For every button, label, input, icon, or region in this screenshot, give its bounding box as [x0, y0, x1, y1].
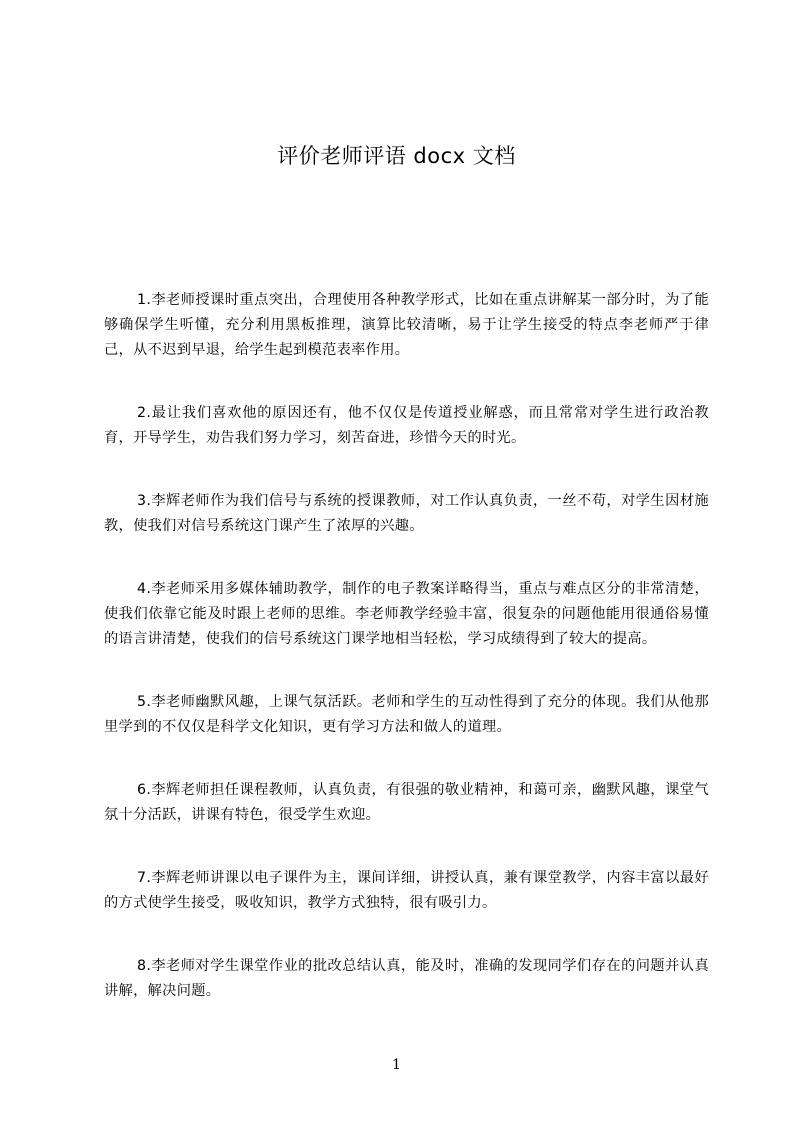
document-title: 评价老师评语 docx 文档: [277, 144, 516, 168]
paragraph-4: 4.李老师采用多媒体辅助教学，制作的电子教案详略得当，重点与难点区分的非常清楚，使我们依靠它能及时跟上老师的思维。李老师教学经验丰富，很复杂的问题他能用很通俗易懂的语言讲清楚，使我们的信号系统这门课学地相当轻松，学习成绩得到了较大的提高。: [104, 581, 709, 647]
paragraph-2: 2.最让我们喜欢他的原因还有，他不仅仅是传道授业解惑，而且常常对学生进行政治教育，开导学生，劝告我们努力学习，刻苦奋进，珍惜今天的时光。: [104, 405, 709, 446]
paragraph-1: 1.李老师授课时重点突出，合理使用各种教学形式，比如在重点讲解某一部分时，为了能够确保学生听懂，充分利用黑板推理，演算比较清晰，易于让学生接受的特点李老师严于律己，从不迟到早退，给学生起到模范表率作用。: [104, 292, 709, 358]
paragraph-5: 5.李老师幽默风趣，上课气氛活跃。老师和学生的互动性得到了充分的体现。我们从他那里学到的不仅仅是科学文化知识，更有学习方法和做人的道理。: [104, 694, 709, 735]
page-number: 1: [392, 1057, 401, 1073]
paragraph-8: 8.李老师对学生课堂作业的批改总结认真，能及时，准确的发现同学们存在的问题并认真讲解，解决问题。: [104, 958, 709, 999]
paragraph-6: 6.李辉老师担任课程教师，认真负责，有很强的敬业精神，和蔼可亲，幽默风趣，课堂气氛十分活跃，讲课有特色，很受学生欢迎。: [104, 782, 709, 823]
paragraph-3: 3.李辉老师作为我们信号与系统的授课教师，对工作认真负责，一丝不苟，对学生因材施教，使我们对信号系统这门课产生了浓厚的兴趣。: [104, 493, 709, 534]
paragraph-7: 7.李辉老师讲课以电子课件为主，课间详细，讲授认真，兼有课堂教学，内容丰富以最好的方式使学生接受，吸收知识，教学方式独特，很有吸引力。: [104, 870, 709, 911]
document-body: [104, 288, 709, 1004]
